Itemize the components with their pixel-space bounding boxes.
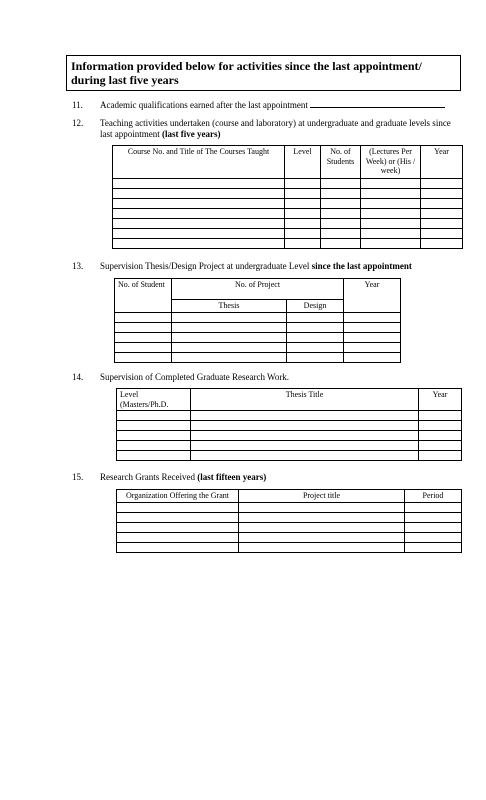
item-number: 14. xyxy=(72,372,84,382)
grants-header-organization: Organization Offering the Grant xyxy=(117,490,239,503)
supervision-thesis-table xyxy=(114,278,401,363)
table-cell[interactable] xyxy=(113,239,285,249)
section-header-line1: Information provided below for activities since the last appointment/ xyxy=(71,59,422,73)
table-cell[interactable] xyxy=(113,209,285,219)
table-cell[interactable] xyxy=(115,342,172,352)
table-row xyxy=(113,179,463,189)
thesis-header-projects: No. of Project xyxy=(172,279,344,300)
table-cell[interactable] xyxy=(285,229,321,239)
table-cell[interactable] xyxy=(361,229,421,239)
table-cell[interactable] xyxy=(421,179,463,189)
table-cell[interactable] xyxy=(239,502,405,512)
table-row xyxy=(113,219,463,229)
table-cell[interactable] xyxy=(172,352,287,362)
table-cell[interactable] xyxy=(117,502,239,512)
table-row xyxy=(113,189,463,199)
table-cell[interactable] xyxy=(287,332,344,342)
table-cell[interactable] xyxy=(344,342,401,352)
table-cell[interactable] xyxy=(344,332,401,342)
item-text-bold: (last fifteen years) xyxy=(197,472,267,482)
section-header-line2: during last five years xyxy=(71,73,179,87)
item-number: 12. xyxy=(72,118,84,128)
table-cell[interactable] xyxy=(239,522,405,532)
table-cell[interactable] xyxy=(287,322,344,332)
table-cell[interactable] xyxy=(191,431,419,441)
table-cell[interactable] xyxy=(113,199,285,209)
table-cell[interactable] xyxy=(321,219,361,229)
table-cell[interactable] xyxy=(117,411,191,421)
table-cell[interactable] xyxy=(113,219,285,229)
table-row xyxy=(117,542,462,552)
table-cell[interactable] xyxy=(361,179,421,189)
table-cell[interactable] xyxy=(285,199,321,209)
table-cell[interactable] xyxy=(344,322,401,332)
research-header-title: Thesis Title xyxy=(191,389,419,411)
table-row xyxy=(115,312,401,322)
table-cell[interactable] xyxy=(405,532,462,542)
table-cell[interactable] xyxy=(239,542,405,552)
table-cell[interactable] xyxy=(113,179,285,189)
grants-header-title: Project title xyxy=(239,490,405,503)
table-cell[interactable] xyxy=(321,209,361,219)
table-cell[interactable] xyxy=(113,229,285,239)
table-cell[interactable] xyxy=(113,189,285,199)
table-cell[interactable] xyxy=(321,199,361,209)
table-row xyxy=(117,451,462,461)
item-text: Teaching activities undertaken (course and laboratory) at undergraduate and graduate levels since last appointment xyxy=(100,118,451,139)
item-text: Supervision Thesis/Design Project at undergraduate Level xyxy=(100,261,310,271)
table-cell[interactable] xyxy=(361,189,421,199)
thesis-header-students: No. of Student xyxy=(115,279,172,313)
table-row xyxy=(117,532,462,542)
table-cell[interactable] xyxy=(172,332,287,342)
teaching-header-course: Course No. and Title of The Courses Taught xyxy=(113,146,285,179)
item-text-bold: (last five years) xyxy=(162,129,221,139)
qualifications-blank-field[interactable] xyxy=(310,100,445,108)
table-row xyxy=(117,431,462,441)
table-cell[interactable] xyxy=(344,352,401,362)
table-row xyxy=(115,322,401,332)
table-row xyxy=(113,209,463,219)
table-cell[interactable] xyxy=(361,199,421,209)
table-cell[interactable] xyxy=(361,219,421,229)
table-row xyxy=(117,441,462,451)
table-cell[interactable] xyxy=(361,239,421,249)
table-cell[interactable] xyxy=(405,522,462,532)
table-cell[interactable] xyxy=(419,421,462,431)
table-cell[interactable] xyxy=(344,312,401,322)
table-cell[interactable] xyxy=(419,451,462,461)
table-cell[interactable] xyxy=(117,431,191,441)
table-row xyxy=(117,522,462,532)
item-text-bold: since the last appointment xyxy=(311,261,412,271)
table-cell[interactable] xyxy=(115,352,172,362)
table-cell[interactable] xyxy=(321,239,361,249)
table-row xyxy=(117,411,462,421)
item-number: 11. xyxy=(72,100,83,110)
table-cell[interactable] xyxy=(419,411,462,421)
research-header-level: Level (Masters/Ph.D. xyxy=(117,389,191,411)
table-cell[interactable] xyxy=(285,219,321,229)
table-row xyxy=(113,199,463,209)
table-cell[interactable] xyxy=(117,451,191,461)
table-cell[interactable] xyxy=(285,189,321,199)
table-cell[interactable] xyxy=(421,229,463,239)
item-number: 13. xyxy=(72,261,84,271)
grants-header-period: Period xyxy=(405,490,462,503)
item-number: 15. xyxy=(72,472,84,482)
research-grants-table xyxy=(116,489,462,553)
table-cell[interactable] xyxy=(191,451,419,461)
thesis-subheader-thesis: Thesis xyxy=(172,300,287,313)
item-text: Academic qualifications earned after the last appointment xyxy=(100,100,308,110)
table-row xyxy=(113,229,463,239)
table-cell[interactable] xyxy=(321,189,361,199)
table-cell[interactable] xyxy=(191,441,419,451)
table-cell[interactable] xyxy=(172,322,287,332)
table-cell[interactable] xyxy=(239,532,405,542)
table-cell[interactable] xyxy=(421,239,463,249)
table-cell[interactable] xyxy=(421,199,463,209)
table-cell[interactable] xyxy=(117,421,191,431)
table-cell[interactable] xyxy=(287,352,344,362)
table-cell[interactable] xyxy=(287,342,344,352)
section-header xyxy=(66,55,461,91)
table-cell[interactable] xyxy=(172,312,287,322)
table-cell[interactable] xyxy=(361,209,421,219)
table-row xyxy=(115,332,401,342)
table-cell[interactable] xyxy=(115,312,172,322)
table-cell[interactable] xyxy=(419,441,462,451)
table-cell[interactable] xyxy=(285,209,321,219)
table-row xyxy=(113,239,463,249)
table-cell[interactable] xyxy=(421,189,463,199)
table-cell[interactable] xyxy=(321,229,361,239)
table-cell[interactable] xyxy=(405,542,462,552)
item-text: Research Grants Received xyxy=(100,472,195,482)
table-cell[interactable] xyxy=(405,502,462,512)
table-cell[interactable] xyxy=(405,512,462,522)
table-cell[interactable] xyxy=(115,332,172,342)
teaching-table xyxy=(112,145,463,249)
table-cell[interactable] xyxy=(191,421,419,431)
teaching-header-year: Year xyxy=(421,146,463,179)
table-cell[interactable] xyxy=(115,322,172,332)
table-row xyxy=(117,421,462,431)
teaching-header-lectures: (Lectures Per Week) or (His / week) xyxy=(361,146,421,179)
table-row xyxy=(115,342,401,352)
table-cell[interactable] xyxy=(285,179,321,189)
table-row xyxy=(117,512,462,522)
table-cell[interactable] xyxy=(239,512,405,522)
research-header-year: Year xyxy=(419,389,462,411)
graduate-research-table xyxy=(116,388,462,461)
table-cell[interactable] xyxy=(421,209,463,219)
thesis-header-year: Year xyxy=(344,279,401,313)
teaching-header-students: No. of Students xyxy=(321,146,361,179)
table-cell[interactable] xyxy=(419,431,462,441)
table-cell[interactable] xyxy=(191,411,419,421)
table-cell[interactable] xyxy=(172,342,287,352)
table-cell[interactable] xyxy=(117,542,239,552)
table-cell[interactable] xyxy=(287,312,344,322)
table-cell[interactable] xyxy=(117,441,191,451)
table-cell[interactable] xyxy=(117,522,239,532)
table-cell[interactable] xyxy=(285,239,321,249)
table-row xyxy=(117,502,462,512)
thesis-subheader-design: Design xyxy=(287,300,344,313)
table-cell[interactable] xyxy=(321,179,361,189)
teaching-header-level: Level xyxy=(285,146,321,179)
table-row xyxy=(115,352,401,362)
table-cell[interactable] xyxy=(117,532,239,542)
table-cell[interactable] xyxy=(117,512,239,522)
item-text: Supervision of Completed Graduate Research Work. xyxy=(100,372,290,382)
table-cell[interactable] xyxy=(421,219,463,229)
